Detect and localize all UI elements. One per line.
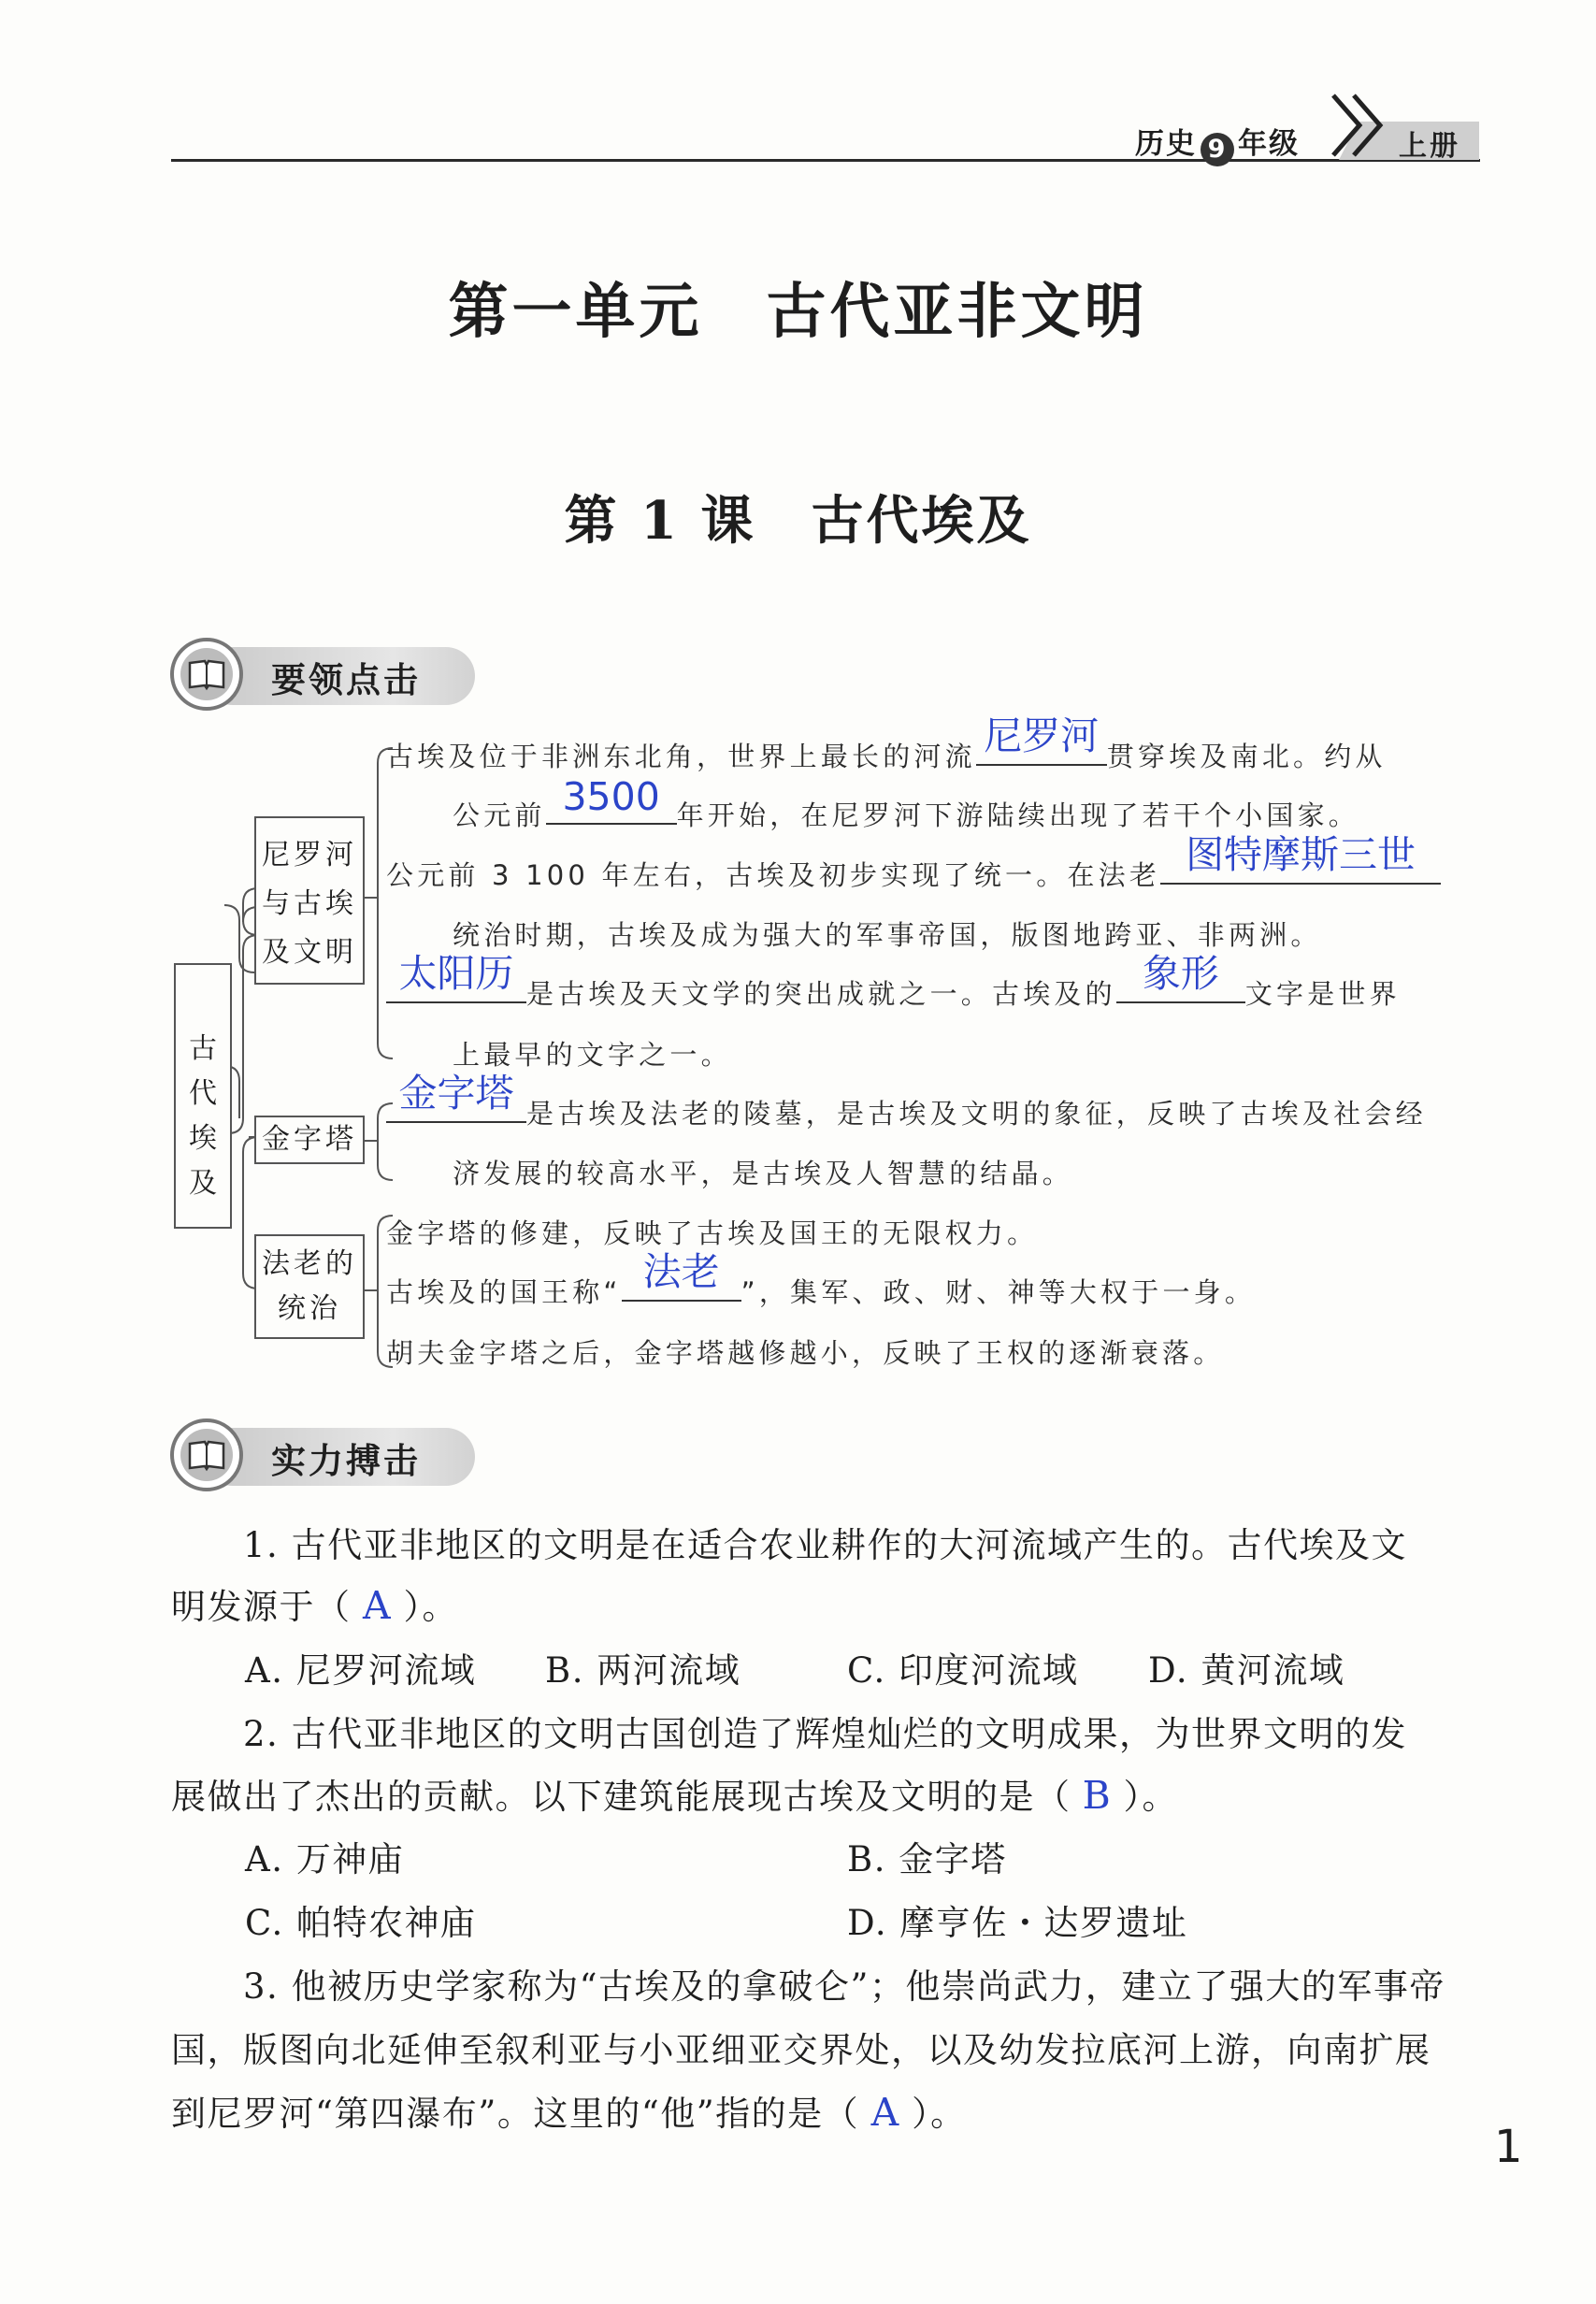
- q1-line2: 明发源于（ A ）。: [171, 1583, 458, 1628]
- q1-option-c: C. 印度河流域: [847, 1650, 1079, 1691]
- branch-pyramid-label: 金字塔: [262, 1123, 357, 1156]
- grade-label: 年级: [1238, 127, 1300, 161]
- q2-line1: 2. 古代亚非地区的文明古国创造了辉煌灿烂的文明成果，为世界文明的发: [243, 1714, 1408, 1754]
- mindmap-line-1: 古埃及位于非洲东北角，世界上最长的河流 尼罗河 贯穿埃及南北。约从: [386, 736, 1387, 774]
- mindmap-line-3: 公元前 3 100 年左右，古埃及初步实现了统一。在法老 图特摩斯三世: [386, 855, 1441, 893]
- handwritten-answer: 太阳历: [398, 951, 514, 996]
- page-number: 1: [1494, 2121, 1523, 2173]
- mindmap-line-9: 金字塔的修建，反映了古埃及国王的无限权力。: [386, 1217, 1039, 1249]
- lesson-title: 第 1 课 古代埃及: [564, 490, 1032, 552]
- subject-label: 历史: [1135, 127, 1197, 161]
- branch-nile-line3: 及文明: [262, 936, 357, 969]
- answer-blank: [1116, 951, 1245, 1003]
- mindmap-root-label: 古代埃及: [189, 1032, 217, 1200]
- answer-blank: [546, 774, 677, 825]
- mindmap-line-4: 统治时期，古埃及成为强大的军事帝国，版图地跨亚、非两洲。: [453, 919, 1322, 951]
- branch-pharaoh-line1: 法老的: [262, 1247, 357, 1280]
- handwritten-answer: 法老: [642, 1249, 720, 1294]
- q3-line1: 3. 他被历史学家称为“古埃及的拿破仑”；他崇尚武力，建立了强大的军事帝: [243, 1966, 1445, 2007]
- q1-option-a: A. 尼罗河流域: [245, 1650, 477, 1691]
- handwritten-answer: 图特摩斯三世: [1186, 832, 1416, 877]
- section-title-practice: 实力搏击: [271, 1440, 421, 1481]
- mindmap-line-7: 金字塔 是古埃及法老的陵墓，是古埃及文明的象征，反映了古埃及社会经: [386, 1093, 1427, 1131]
- q2-line2: 展做出了杰出的贡献。以下建筑能展现古埃及文明的是（ B ）。: [171, 1773, 1178, 1818]
- q1-line1: 1. 古代亚非地区的文明是在适合农业耕作的大河流域产生的。古代埃及文: [243, 1525, 1408, 1565]
- branch-nile-line1: 尼罗河: [262, 839, 357, 871]
- mindmap-branch-pyramid: [254, 1116, 365, 1164]
- q1-option-b: B. 两河流域: [545, 1650, 741, 1691]
- handwritten-answer: 3500: [562, 774, 660, 819]
- mindmap-line-8: 济发展的较高水平，是古埃及人智慧的结晶。: [453, 1158, 1074, 1189]
- mindmap-line-10: 古埃及的国王称“ 法老 ”，集军、政、财、神等大权于一身。: [386, 1272, 1256, 1310]
- unit-title: 第一单元 古代亚非文明: [448, 277, 1148, 347]
- mindmap-root: [174, 963, 232, 1229]
- q2-answer: B: [1082, 1773, 1113, 1818]
- mindmap-branch-nile: [254, 816, 365, 985]
- mindmap-line-5: 太阳历 是古埃及天文学的突出成就之一。古埃及的 象形 文字是世界: [386, 973, 1401, 1012]
- q3-answer: A: [870, 2090, 900, 2135]
- q1-answer: A: [362, 1583, 393, 1628]
- mindmap-line-6: 上最早的文字之一。: [453, 1039, 732, 1071]
- handwritten-answer: 金字塔: [398, 1071, 514, 1116]
- q2-option-c: C. 帕特农神庙: [245, 1903, 477, 1943]
- mindmap-branch-pharaoh: [254, 1234, 365, 1339]
- branch-nile-line2: 与古埃: [262, 887, 357, 920]
- q3-line3: 到尼罗河“第四瀑布”。这里的“他”指的是（ A ）。: [171, 2090, 967, 2135]
- q1-option-d: D. 黄河流域: [1148, 1650, 1345, 1691]
- answer-blank: [386, 951, 526, 1003]
- answer-blank: [622, 1249, 741, 1302]
- q2-option-a: A. 万神庙: [245, 1839, 405, 1879]
- section-title-key-points: 要领点击: [271, 659, 421, 700]
- mindmap-line-2: 公元前 3500 年开始，在尼罗河下游陆续出现了若干个小国家。: [453, 774, 1360, 831]
- handwritten-answer: 象形: [1142, 951, 1219, 996]
- answer-blank: [976, 713, 1107, 766]
- answer-blank: [386, 1071, 526, 1123]
- q2-option-d: D. 摩亨佐・达罗遗址: [847, 1903, 1188, 1943]
- branch-pharaoh-line2: 统治: [278, 1292, 341, 1325]
- volume-label: 上册: [1399, 130, 1460, 163]
- q2-option-b: B. 金字塔: [847, 1839, 1007, 1879]
- mindmap-line-11: 胡夫金字塔之后，金字塔越修越小，反映了王权的逐渐衰落。: [386, 1337, 1225, 1369]
- book-icon: [170, 1418, 243, 1491]
- q3-line2: 国，版图向北延伸至叙利亚与小亚细亚交界处，以及幼发拉底河上游，向南扩展: [171, 2030, 1431, 2070]
- grade-badge: 9: [1201, 133, 1234, 166]
- handwritten-answer: 尼罗河: [984, 713, 1100, 758]
- answer-blank: [1160, 832, 1441, 885]
